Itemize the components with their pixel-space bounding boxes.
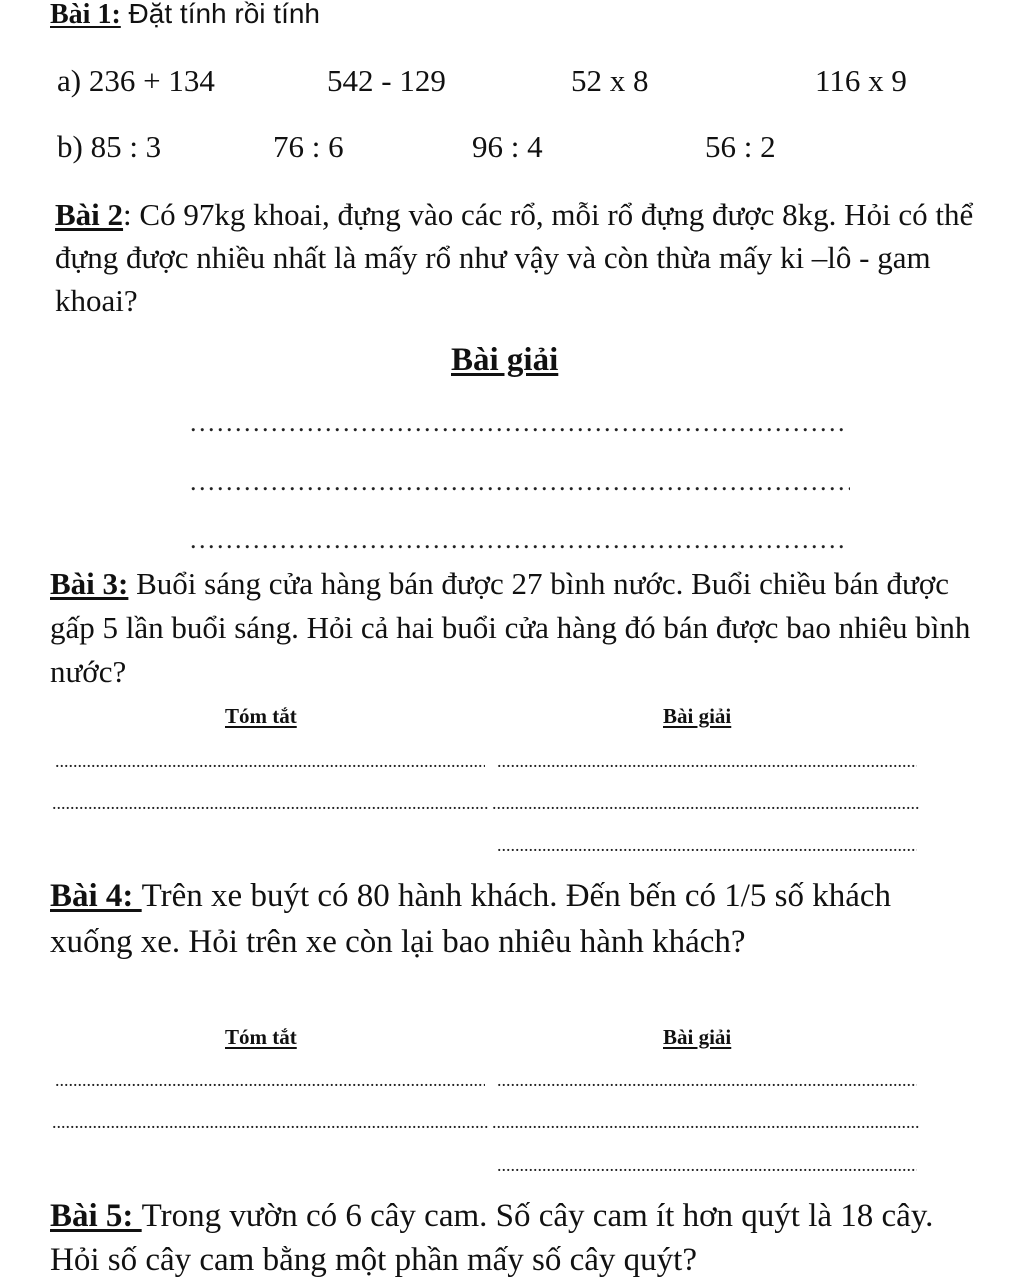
bai3-solution-line-2: [492, 793, 919, 814]
bai1-label: Bài 1:: [50, 0, 121, 30]
bai4-problem: [50, 873, 975, 965]
bai2-answer-line-1: [190, 408, 845, 438]
bai3-label: Bài 3:: [50, 566, 129, 601]
bai2-label: Bài 2: [55, 197, 124, 232]
bai5-text: Trong vườn có 6 cây cam. Số cây cam ít hơn quýt là 18 cây. Hỏi số cây cam bằng một phần mấy số cây quýt?: [50, 1198, 934, 1278]
bai3-summary-line-1: [55, 751, 485, 772]
bai3-solution-line-3: [497, 835, 917, 856]
bai2-text: : Có 97kg khoai, đựng vào các rổ, mỗi rổ đựng được 8kg. Hỏi có thể đựng được nhiều nhất là mấy rổ như vậy và còn thừa mấy ki –lô - gam khoai?: [55, 197, 974, 318]
bai2-answer-line-3: [190, 525, 845, 555]
bai4-summary-line-2: [52, 1112, 489, 1133]
bai4-summary-heading: Tóm tắt: [225, 1025, 297, 1049]
bai1-row-b-2: 76 : 6: [273, 129, 344, 164]
bai5-problem: [50, 1194, 985, 1282]
bai1-row-b-4: 56 : 2: [705, 129, 776, 164]
bai3-solution-heading: Bài giải: [663, 704, 732, 728]
bai2-solution-heading: Bài giải: [451, 342, 559, 378]
bai4-solution-line-2: [492, 1112, 919, 1133]
bai4-label: Bài 4:: [50, 878, 142, 914]
bai4-solution-line-1: [497, 1070, 917, 1091]
bai5-label: Bài 5:: [50, 1198, 142, 1234]
bai4-summary-line-1: [55, 1070, 485, 1091]
bai2-problem: [55, 193, 990, 322]
bai4-solution-heading: Bài giải: [663, 1025, 732, 1049]
bai3-summary-heading: Tóm tắt: [225, 704, 297, 728]
bai3-text: Buổi sáng cửa hàng bán được 27 bình nước. Buổi chiều bán được gấp 5 lần buổi sáng. Hỏi cả hai buổi cửa hàng đó bán được bao nhiêu bình nước?: [50, 566, 971, 689]
bai1-row-a-2: 542 - 129: [327, 63, 446, 98]
bai1-row-a-3: 52 x 8: [571, 63, 649, 98]
bai4-solution-line-3: [497, 1155, 917, 1176]
bai3-problem: [50, 562, 985, 694]
bai1-title: Đặt tính rồi tính: [120, 0, 320, 29]
bai1-heading: [50, 0, 320, 31]
bai3-summary-line-2: [52, 793, 489, 814]
bai3-solution-line-1: [497, 751, 917, 772]
bai1-row-b-1: b) 85 : 3: [57, 129, 162, 164]
bai4-text: Trên xe buýt có 80 hành khách. Đến bến có 1/5 số khách xuống xe. Hỏi trên xe còn lại bao nhiêu hành khách?: [50, 878, 892, 960]
bai1-row-a-1: a) 236 + 134: [57, 63, 215, 98]
bai1-row-a-4: 116 x 9: [815, 63, 907, 98]
bai2-answer-line-2: [190, 467, 850, 497]
bai1-row-b-3: 96 : 4: [472, 129, 543, 164]
